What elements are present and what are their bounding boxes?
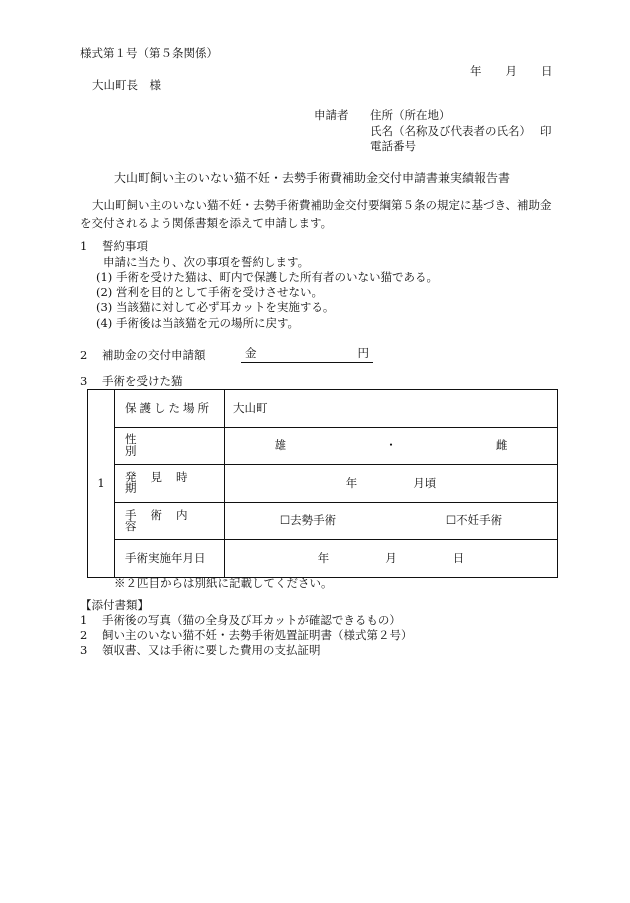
- sex-value[interactable]: [225, 427, 558, 465]
- pledge-lead: 申請に当たり、次の事項を誓約します。: [103, 255, 310, 269]
- male-option[interactable]: 雄: [274, 438, 287, 453]
- pledge-item: (1) 手術を受けた猫は、町内で保護した所有者のいない猫である。: [96, 270, 438, 284]
- amount-field[interactable]: [241, 348, 373, 363]
- table-row-date: [88, 540, 558, 578]
- table-note: ※２匹目からは別紙に記載してください。: [114, 576, 333, 590]
- found-value[interactable]: [225, 465, 558, 503]
- section3-number: 3: [80, 374, 88, 388]
- found-label: [115, 465, 225, 503]
- date-line: [470, 66, 553, 78]
- spay-checkbox[interactable]: ☐不妊手術: [445, 513, 503, 528]
- pledge-item: (2) 営利を目的として手術を受けさせない。: [96, 285, 323, 299]
- amount-kin-label: 金: [245, 346, 257, 360]
- sex-label-text: 性別: [125, 432, 197, 458]
- attachments-heading: 【添付書類】: [80, 598, 149, 612]
- section3-heading: [80, 376, 183, 388]
- table-row-found: [88, 465, 558, 503]
- attachment-text: 手術後の写真（猫の全身及び耳カットが確認できるもの）: [102, 613, 401, 627]
- place-label: [115, 390, 225, 428]
- section2-heading: [80, 350, 206, 362]
- attachment-item: [80, 615, 401, 627]
- applicant-label: 申請者: [314, 108, 349, 122]
- attachment-number: 1: [80, 613, 88, 627]
- cat-index: 1: [88, 390, 115, 578]
- attachment-item: [80, 645, 321, 657]
- attachment-text: 領収書、又は手術に要した費用の支払証明: [102, 643, 321, 657]
- surgery-label-text: 手術内容: [125, 507, 202, 534]
- sex-label: [115, 427, 225, 465]
- attachment-number: 2: [80, 628, 88, 642]
- section3-title: 手術を受けた猫: [102, 374, 183, 388]
- pledge-item: (4) 手術後は当該猫を元の場所に戻す。: [96, 316, 300, 330]
- applicant-address-label: 住所（所在地）: [370, 108, 451, 122]
- surgery-day: 日: [452, 550, 465, 565]
- table-row-place: [88, 390, 558, 428]
- found-label-text: 発見時期: [125, 469, 202, 496]
- applicant-name-label: 氏名（名称及び代表者の氏名）: [370, 124, 531, 138]
- date-month-label: 月: [505, 64, 517, 78]
- cat-info-table: [87, 389, 558, 578]
- attachment-number: 3: [80, 643, 88, 657]
- attachment-item: [80, 630, 413, 642]
- section2-title: 補助金の交付申請額: [102, 348, 206, 362]
- intro-text: 大山町飼い主のいない猫不妊・去勢手術費補助金交付要綱第５条の規定に基づき、補助金を交付されるよう関係書類を添えて申請します。: [80, 198, 552, 230]
- surgery-date-label-text: 手術実施年月日: [125, 550, 206, 565]
- surgery-month: 月: [385, 550, 397, 565]
- applicant-phone-label: 電話番号: [370, 139, 416, 153]
- place-value[interactable]: 大山町: [225, 390, 558, 428]
- table-row-surgery: [88, 502, 558, 540]
- surgery-date-label: [115, 540, 225, 578]
- section1-number: 1: [80, 239, 88, 253]
- form-number: 様式第１号（第５条関係）: [80, 46, 218, 60]
- addressee: 大山町長 様: [92, 78, 161, 92]
- place-label-text: 保護した場所: [125, 400, 212, 415]
- castration-checkbox[interactable]: ☐去勢手術: [279, 513, 337, 528]
- date-year-label: 年: [470, 64, 482, 78]
- intro-paragraph: [80, 196, 558, 232]
- table-row-sex: [88, 427, 558, 465]
- surgery-value[interactable]: [225, 502, 558, 540]
- surgery-date-value[interactable]: [225, 540, 558, 578]
- pledge-item: (3) 当該猫に対して必ず耳カットを実施する。: [96, 300, 335, 314]
- female-option[interactable]: 雌: [495, 438, 508, 453]
- section2-number: 2: [80, 348, 88, 362]
- surgery-year: 年: [317, 550, 330, 565]
- date-day-label: 日: [541, 64, 553, 78]
- surgery-label: [115, 502, 225, 540]
- document-title: 大山町飼い主のいない猫不妊・去勢手術費補助金交付申請書兼実績報告書: [114, 171, 511, 185]
- sex-separator: ・: [385, 438, 397, 453]
- found-month: 月頃: [413, 475, 437, 490]
- section1-title: 誓約事項: [102, 239, 148, 253]
- attachment-text: 飼い主のいない猫不妊・去勢手術処置証明書（様式第２号）: [102, 628, 413, 642]
- amount-yen-label: 円: [357, 346, 369, 360]
- seal-mark: 印: [540, 124, 552, 138]
- section1-heading: [80, 241, 148, 253]
- found-year: 年: [345, 475, 358, 490]
